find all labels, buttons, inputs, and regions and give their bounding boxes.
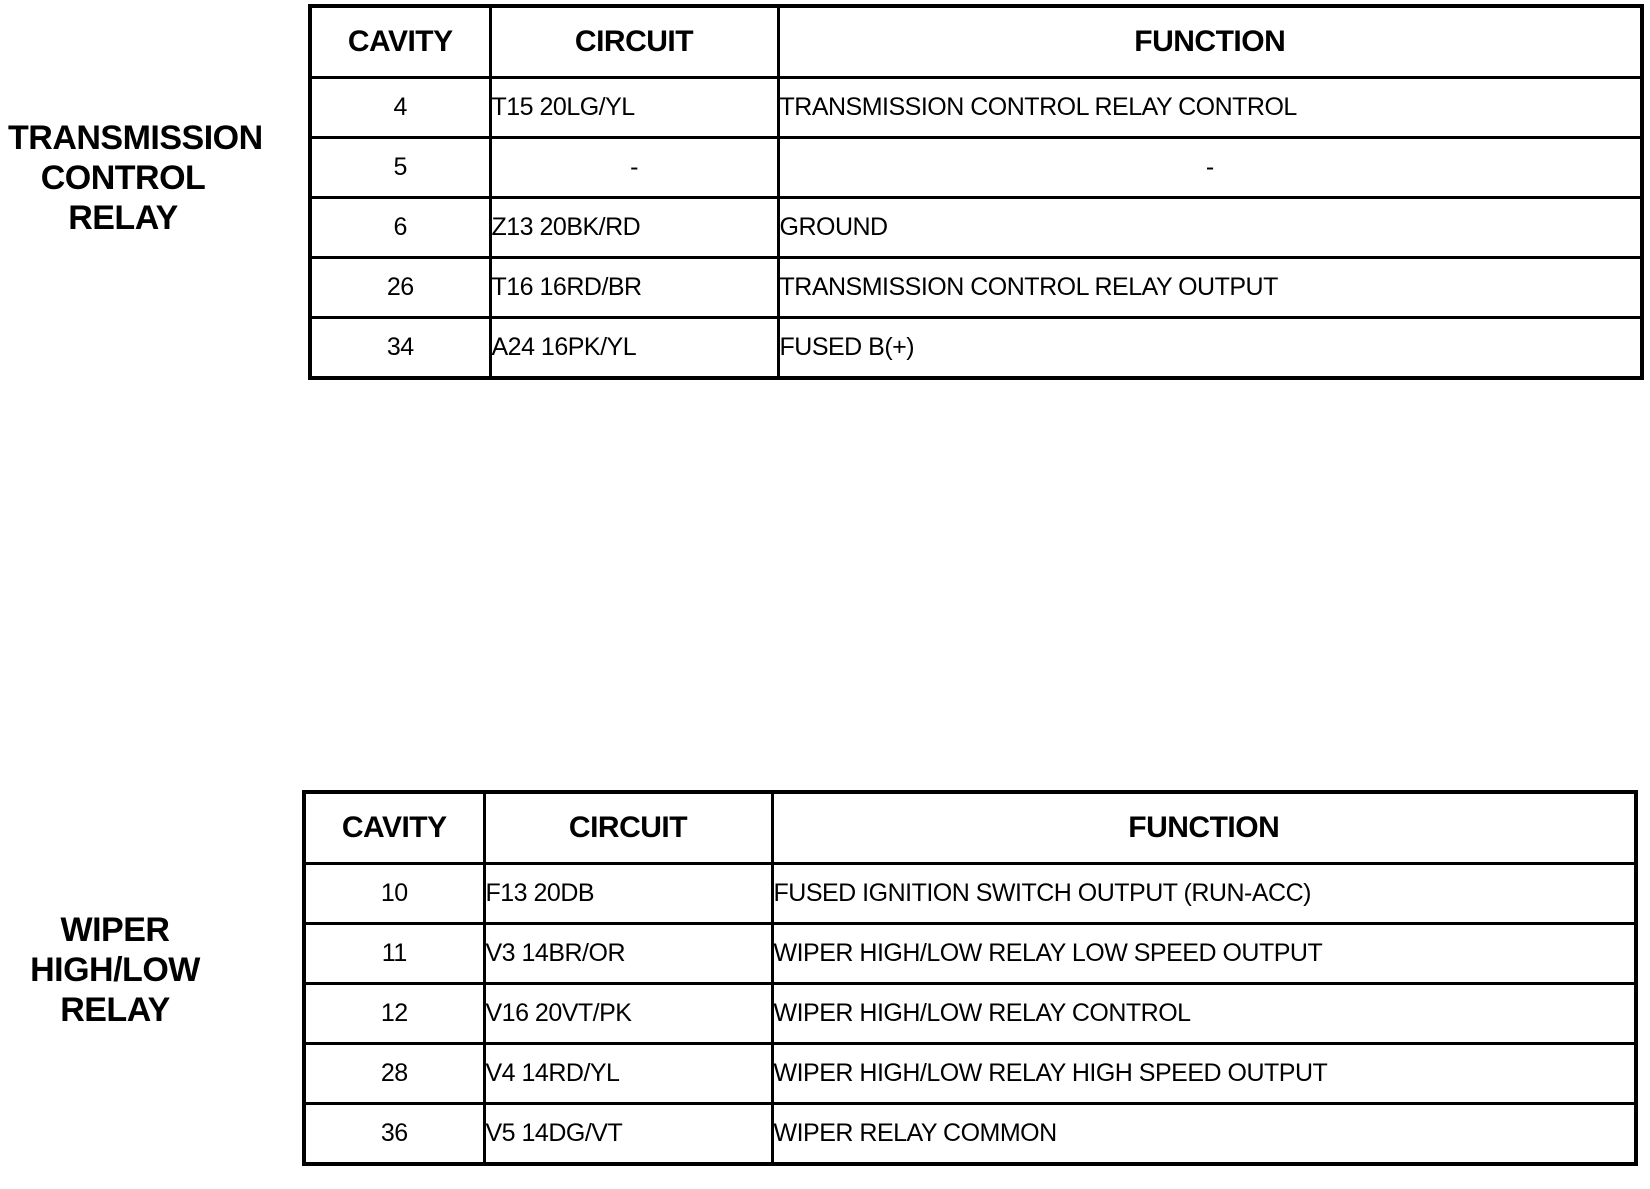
table-row xyxy=(310,318,1642,379)
function-cell: FUSED IGNITION SWITCH OUTPUT (RUN-ACC) xyxy=(772,864,1636,924)
cavity-cell: 11 xyxy=(304,924,484,984)
column-header-cavity: CAVITY xyxy=(304,792,484,864)
circuit-cell: V4 14RD/YL xyxy=(484,1044,772,1104)
table-row xyxy=(310,258,1642,318)
column-header-function: FUNCTION xyxy=(772,792,1636,864)
circuit-cell: A24 16PK/YL xyxy=(490,318,778,379)
function-cell: FUSED B(+) xyxy=(778,318,1642,379)
table-row xyxy=(304,984,1636,1044)
circuit-cell: T15 20LG/YL xyxy=(490,78,778,138)
circuit-cell: - xyxy=(490,138,778,198)
relay-label-line: HIGH/LOW xyxy=(30,951,200,989)
cavity-cell: 10 xyxy=(304,864,484,924)
relay-label-line: WIPER xyxy=(60,911,170,949)
table-row xyxy=(304,924,1636,984)
table-row xyxy=(304,1104,1636,1165)
function-cell: WIPER HIGH/LOW RELAY LOW SPEED OUTPUT xyxy=(772,924,1636,984)
relay-label-line: CONTROL xyxy=(40,159,206,197)
cavity-cell: 6 xyxy=(310,198,490,258)
circuit-cell: V16 20VT/PK xyxy=(484,984,772,1044)
table-header-row xyxy=(310,6,1642,78)
table-row xyxy=(310,198,1642,258)
function-cell: GROUND xyxy=(778,198,1642,258)
column-header-cavity: CAVITY xyxy=(310,6,490,78)
cavity-cell: 28 xyxy=(304,1044,484,1104)
function-cell: WIPER HIGH/LOW RELAY HIGH SPEED OUTPUT xyxy=(772,1044,1636,1104)
column-header-circuit: CIRCUIT xyxy=(490,6,778,78)
function-cell: WIPER HIGH/LOW RELAY CONTROL xyxy=(772,984,1636,1044)
table-header-row xyxy=(304,792,1636,864)
circuit-cell: T16 16RD/BR xyxy=(490,258,778,318)
relay-label-line: RELAY xyxy=(68,199,178,237)
circuit-cell: V3 14BR/OR xyxy=(484,924,772,984)
cavity-cell: 36 xyxy=(304,1104,484,1165)
function-cell: - xyxy=(778,138,1642,198)
cavity-cell: 4 xyxy=(310,78,490,138)
function-cell: TRANSMISSION CONTROL RELAY OUTPUT xyxy=(778,258,1642,318)
cavity-cell: 26 xyxy=(310,258,490,318)
cavity-cell: 12 xyxy=(304,984,484,1044)
wiper-high-low-relay-label xyxy=(0,910,230,1030)
transmission-control-relay-label xyxy=(8,118,263,238)
circuit-cell: Z13 20BK/RD xyxy=(490,198,778,258)
cavity-cell: 34 xyxy=(310,318,490,379)
wiper-high-low-relay-table xyxy=(302,790,1638,1166)
function-cell: WIPER RELAY COMMON xyxy=(772,1104,1636,1165)
column-header-circuit: CIRCUIT xyxy=(484,792,772,864)
relay-label-line: RELAY xyxy=(60,991,170,1029)
table-row xyxy=(310,138,1642,198)
table-row xyxy=(304,1044,1636,1104)
transmission-control-relay-table xyxy=(308,4,1644,380)
relay-label-line: TRANSMISSION xyxy=(8,119,263,157)
table-row xyxy=(310,78,1642,138)
cavity-cell: 5 xyxy=(310,138,490,198)
table-row xyxy=(304,864,1636,924)
function-cell: TRANSMISSION CONTROL RELAY CONTROL xyxy=(778,78,1642,138)
column-header-function: FUNCTION xyxy=(778,6,1642,78)
circuit-cell: V5 14DG/VT xyxy=(484,1104,772,1165)
circuit-cell: F13 20DB xyxy=(484,864,772,924)
